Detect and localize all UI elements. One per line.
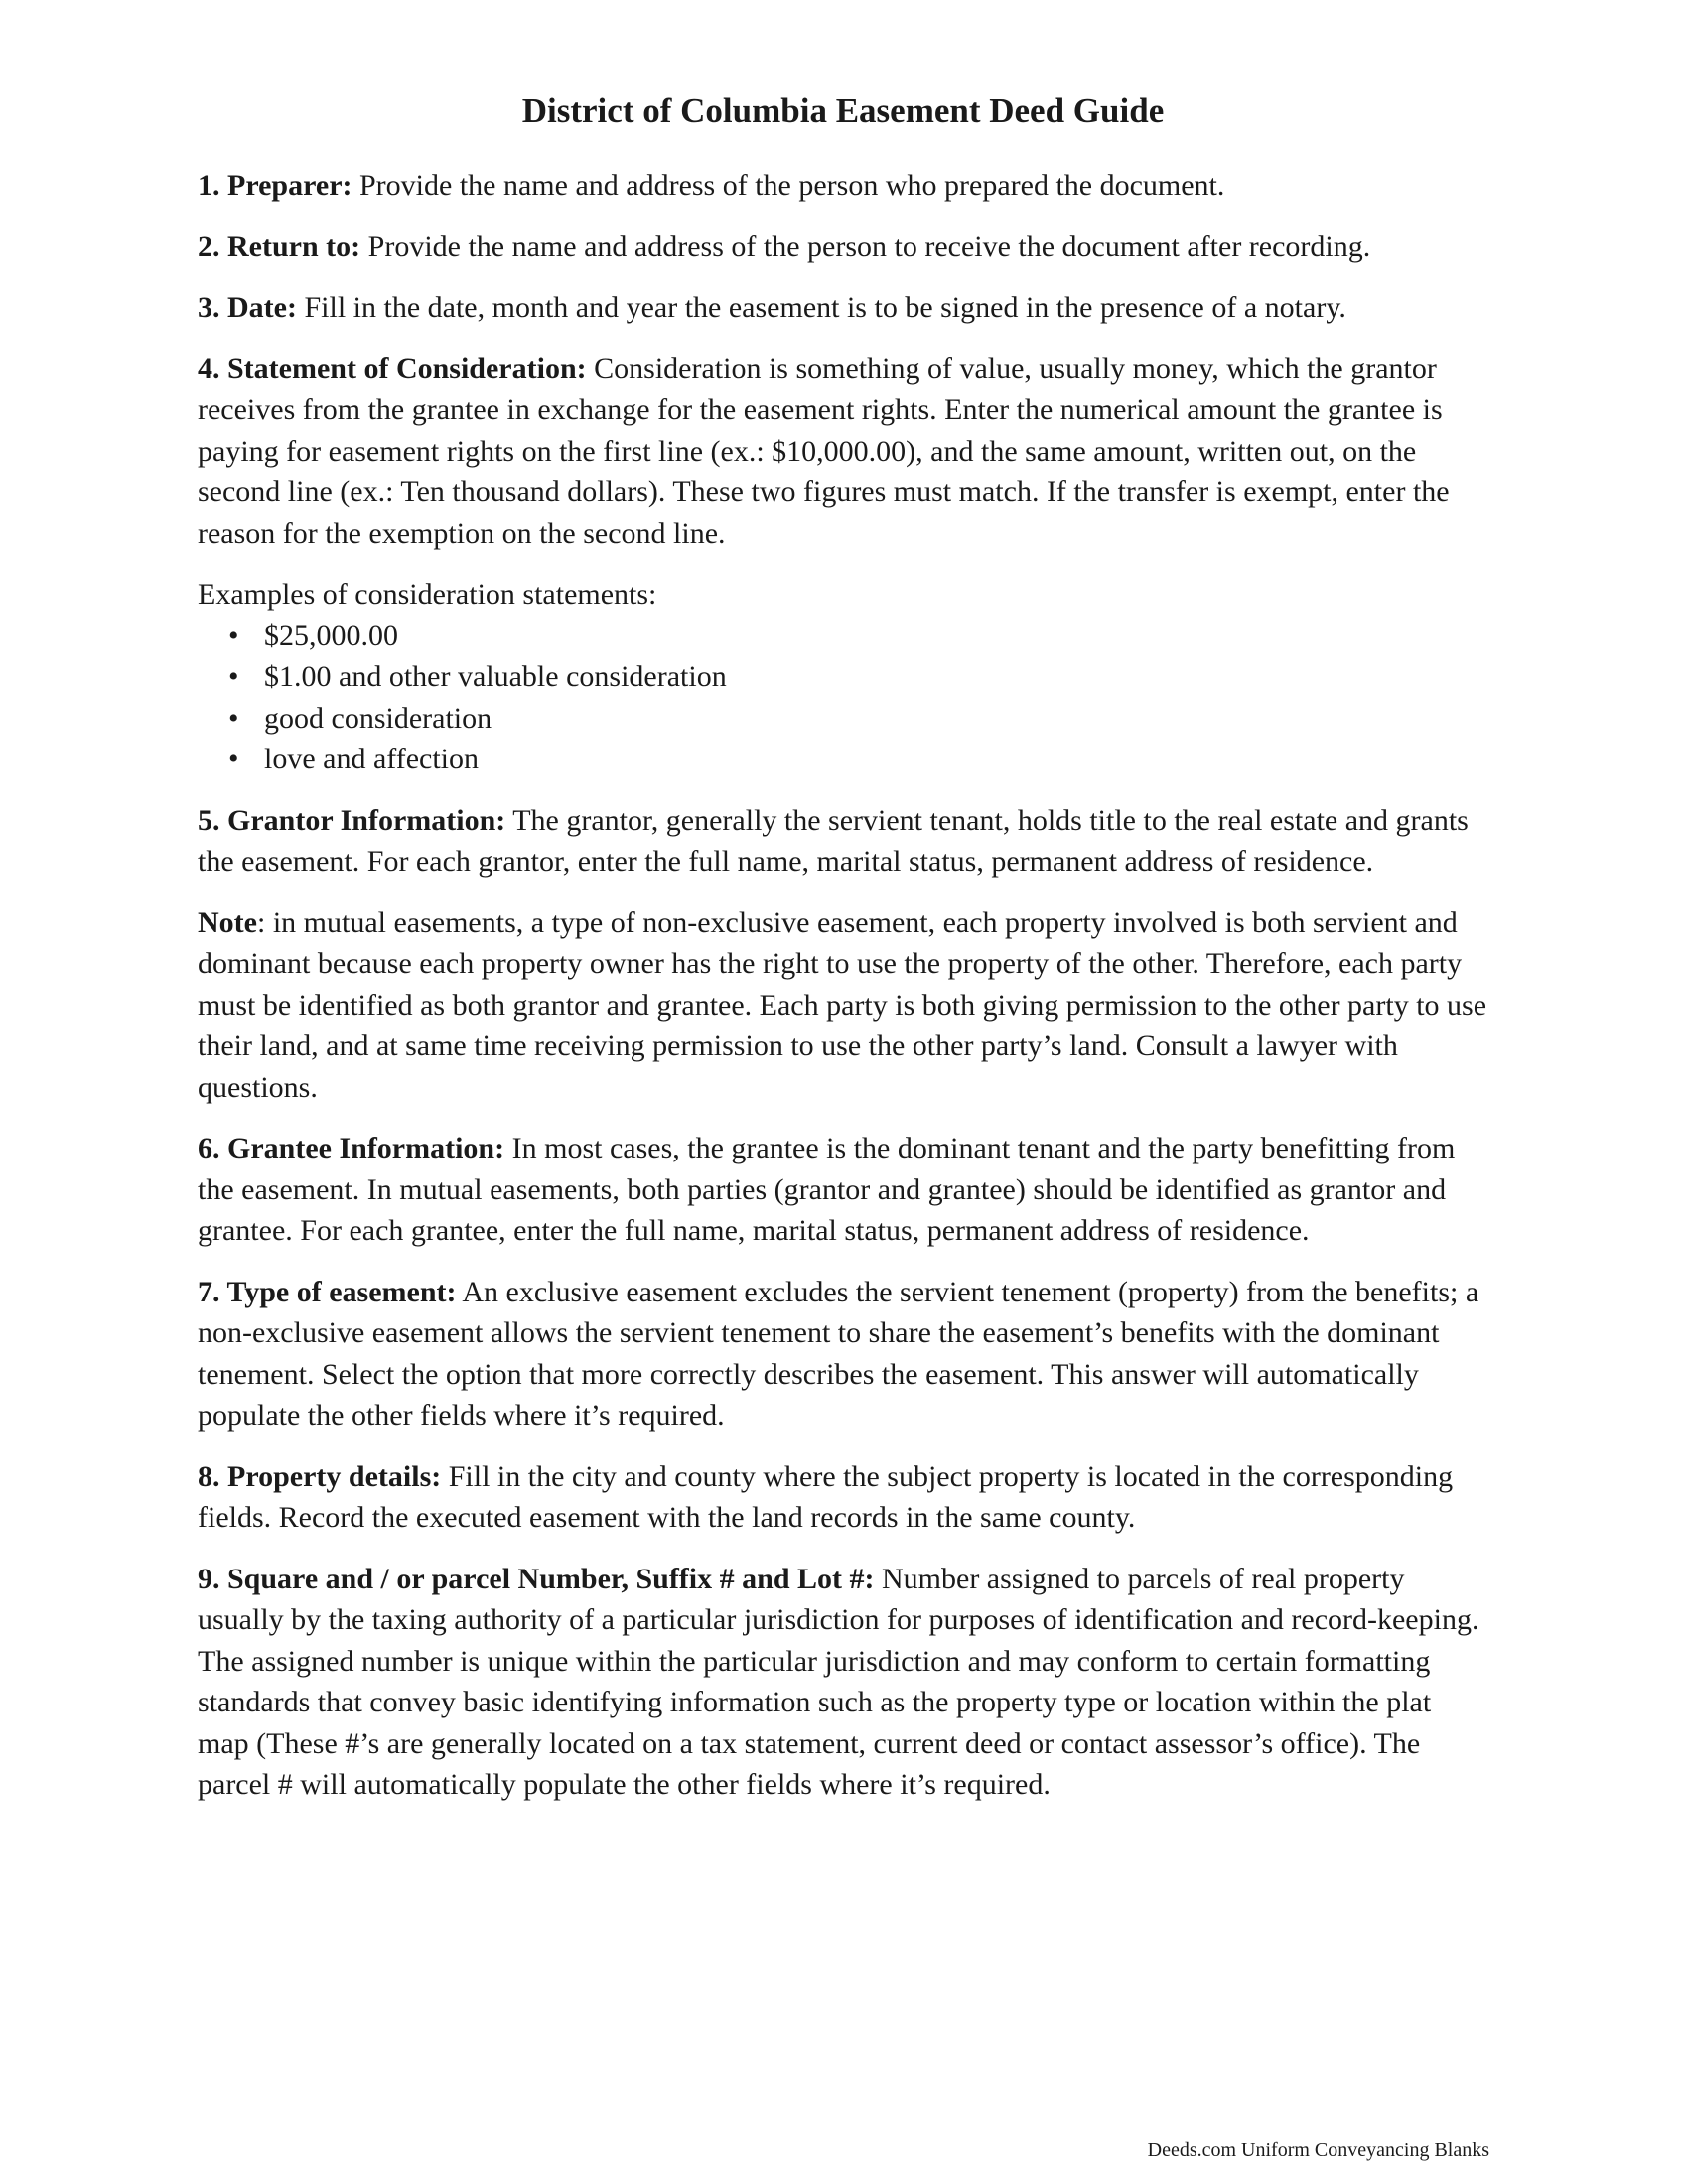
section-note [198,902,1488,1109]
section-text: Number assigned to parcels of real property usually by the taxing authority of a particular jurisdiction for purposes of identification and record-keeping. The assigned number is unique within the particular jurisdiction and may conform to certain formatting standards that convey basic identifying information such as the property type or location within the plat map (These #’s are generally located on a tax statement, current deed or contact assessor’s office). The parcel # will automatically populate the other fields where it’s required. [198,1562,1479,1801]
section-date [198,287,1488,329]
page-footer: Deeds.com Uniform Conveyancing Blanks [1147,2139,1489,2161]
section-property-details [198,1456,1488,1539]
section-label: 3. Date: [198,291,297,324]
examples-intro: Examples of consideration statements: [198,578,657,611]
section-type-of-easement [198,1272,1488,1436]
bullet-icon: • [228,660,239,693]
section-label: 4. Statement of Consideration: [198,351,587,385]
list-item: • $25,000.00 [264,615,1488,657]
section-label: 2. Return to: [198,229,361,263]
section-preparer [198,165,1488,206]
section-return-to [198,226,1488,268]
section-text: Consideration is something of value, usually money, which the grantor receives from the grantee in exchange for the easement rights. Enter the numerical amount the grantee is paying for easement rights on the first line (ex.: $10,000.00), and the same amount, written out, on the second line (ex.: Ten thousand dollars). These two figures must match. If the transfer is exempt, enter the reason for the exemption on the second line. [198,351,1450,550]
document-page [198,87,1488,1826]
section-label: 5. Grantor Information: [198,803,506,837]
list-item: • $1.00 and other valuable consideration [264,656,1488,698]
bullet-icon: • [228,743,239,775]
section-label: 9. Square and / or parcel Number, Suffix # and Lot #: [198,1562,875,1595]
list-item: • good consideration [264,698,1488,740]
section-text: Fill in the date, month and year the easement is to be signed in the presence of a notary. [296,291,1346,324]
section-grantor [198,800,1488,883]
section-grantee [198,1128,1488,1252]
examples-list [198,615,1488,780]
section-text: The grantor, generally the servient tenant, holds title to the real estate and grants the easement. For each grantor, enter the full name, marital status, permanent address of residence. [198,803,1469,878]
list-item: • love and affection [264,739,1488,780]
section-label: Note [198,905,257,939]
section-text: An exclusive easement excludes the servient tenement (property) from the benefits; a non-exclusive easement allows the servient tenement to share the easement’s benefits with the dominant tenement. Select the option that more correctly describes the easement. This answer will automatically populate the other fields where it’s required. [198,1275,1479,1432]
section-text: Fill in the city and county where the subject property is located in the corresponding fields. Record the executed easement with the land records in the same county. [198,1459,1454,1534]
section-text: : in mutual easements, a type of non-exclusive easement, each property involved is both servient and dominant because each property owner has the right to use the property of the other. Therefore, each party must be identified as both grantor and grantee. Each party is both giving permission to the other party to use their land, and at same time receiving permission to use the other party’s land. Consult a lawyer with questions. [198,905,1487,1104]
section-text: Provide the name and address of the person to receive the document after recording. [360,229,1371,263]
page-title: District of Columbia Easement Deed Guide [521,91,1165,130]
section-text: In most cases, the grantee is the dominant tenant and the party benefitting from the easement. In mutual easements, both parties (grantor and grantee) should be identified as grantor and grantee. For each grantee, enter the full name, marital status, permanent address of residence. [198,1132,1456,1247]
section-consideration [198,348,1488,555]
section-label: 1. Preparer: [198,169,352,202]
section-parcel-number [198,1559,1488,1806]
section-label: 6. Grantee Information: [198,1132,505,1164]
bullet-icon: • [228,618,239,652]
section-label: 7. Type of easement: [198,1275,457,1308]
section-label: 8. Property details: [198,1459,442,1493]
bullet-icon: • [228,701,239,735]
section-text: Provide the name and address of the person who prepared the document. [352,169,1225,202]
